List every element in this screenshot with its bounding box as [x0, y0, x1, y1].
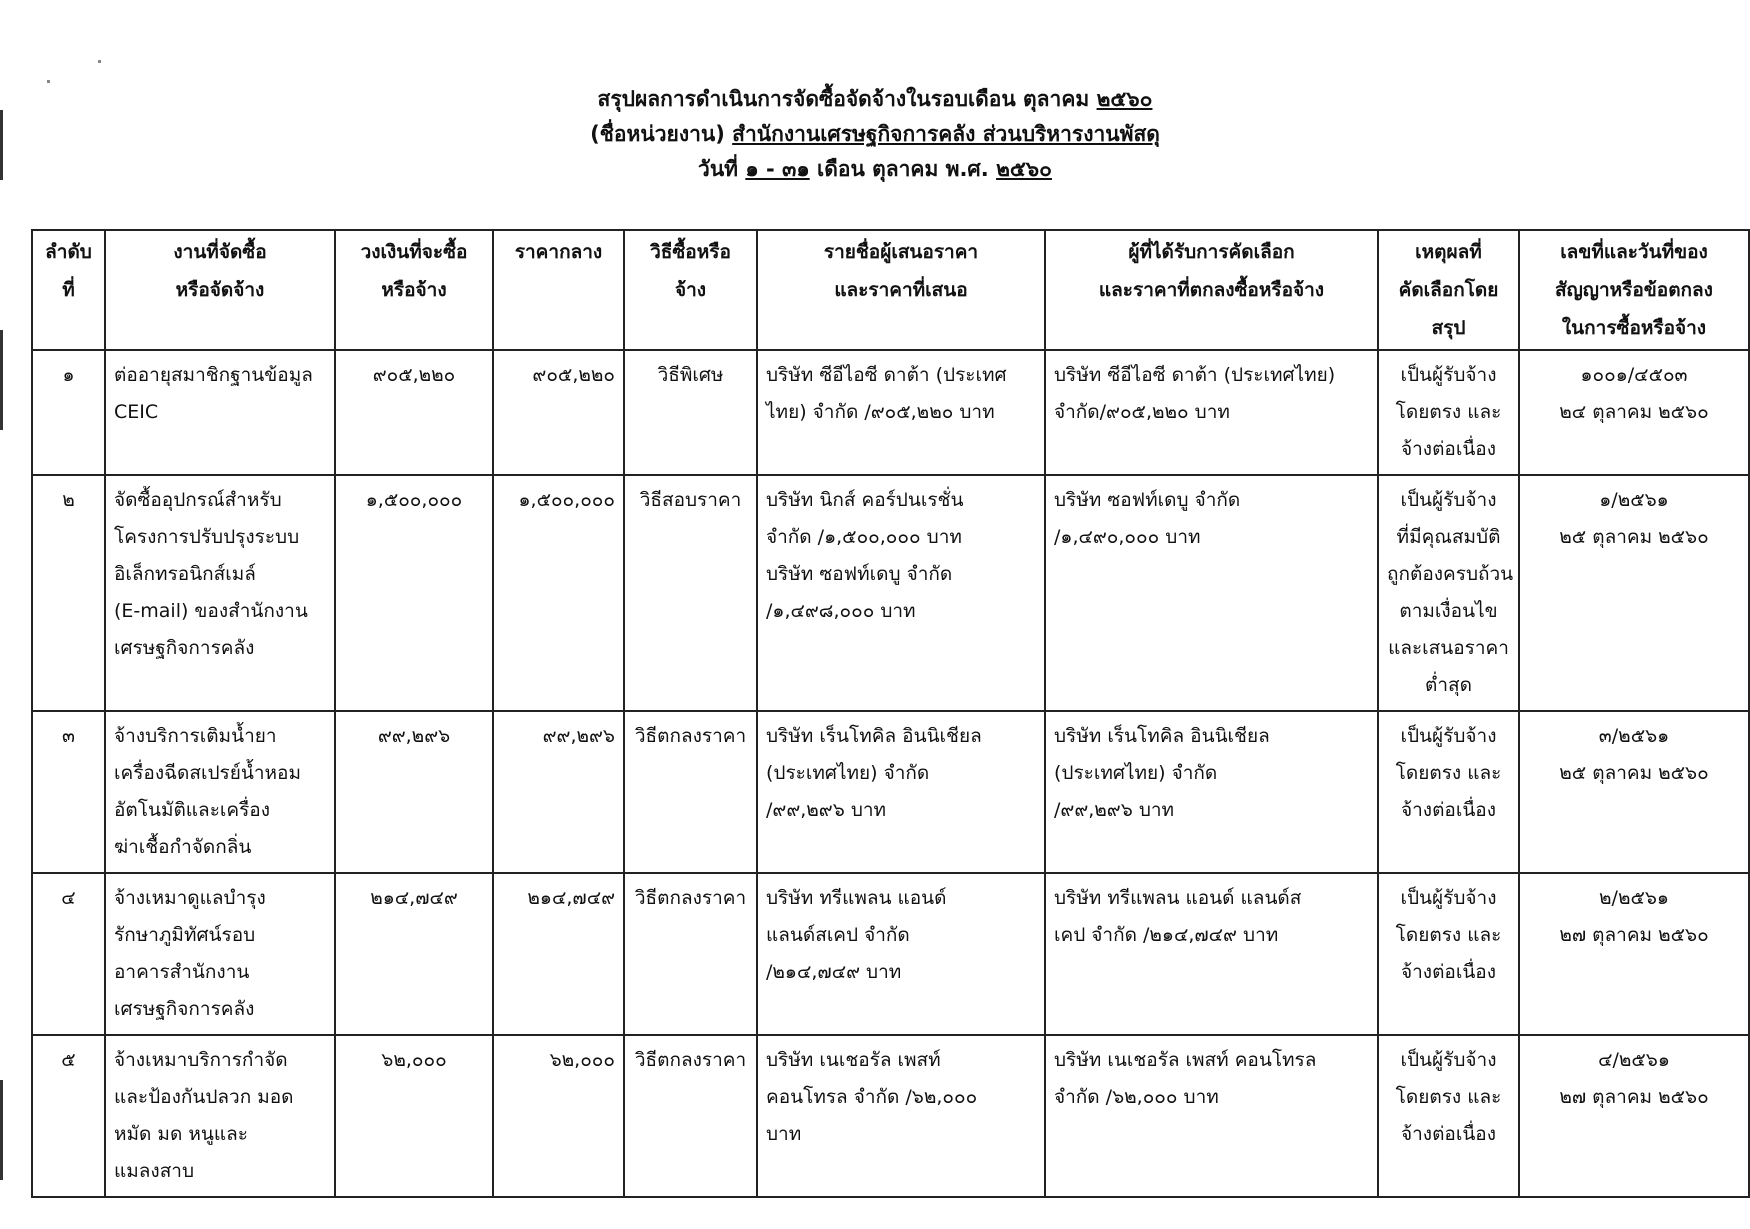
column-header-line: เลขที่และวันที่ของ	[1560, 241, 1708, 263]
contract-reference-line: ๑/๒๕๖๑	[1599, 489, 1669, 511]
selection-reason-line: เป็นผู้รับจ้าง	[1400, 725, 1497, 747]
item-description	[105, 873, 335, 1035]
contract-reference-line: ๒/๒๕๖๑	[1599, 887, 1669, 909]
bidders-list-line: บริษัท เนเชอรัล เพสท์	[766, 1049, 941, 1071]
contract-reference-line: ๓/๒๕๖๑	[1598, 725, 1670, 747]
bidders-list-line: แลนด์สเคป จำกัด	[766, 924, 910, 946]
scan-edge-mark	[0, 330, 3, 430]
selected-vendor-line: จำกัด/๙๐๕,๒๒๐ บาท	[1054, 401, 1230, 423]
budget-amount: ๒๑๔,๗๔๙	[335, 873, 493, 1035]
row-number: ๕	[32, 1035, 105, 1197]
month-label: เดือน ตุลาคม พ.ศ.	[817, 157, 989, 181]
contract-reference-line: ๔/๒๕๖๑	[1598, 1049, 1670, 1071]
selection-reason-line: ตามเงื่อนไข	[1399, 600, 1498, 622]
median-price: ๖๒,๐๐๐	[493, 1035, 624, 1197]
column-header-line: ที่	[62, 279, 75, 301]
column-header-line: ลำดับ	[45, 241, 92, 263]
selected-vendor-line: บริษัท ทรีแพลน แอนด์ แลนด์ส	[1054, 887, 1302, 909]
selection-reason-line: ที่มีคุณสมบัติ	[1396, 526, 1501, 548]
date-range: ๑ - ๓๑	[745, 157, 810, 181]
selection-reason-line: ถูกต้องครบถ้วน	[1387, 563, 1514, 585]
item-description-line: จ้างเหมาบริการกำจัด	[114, 1049, 288, 1071]
budget-amount: ๑,๕๐๐,๐๐๐	[335, 475, 493, 711]
row-number: ๑	[32, 350, 105, 475]
bidders-list-line: บาท	[766, 1123, 802, 1145]
bidders-list-line: บริษัท เร็นโทคิล อินนิเชียล	[766, 725, 982, 747]
bidders-list	[757, 475, 1045, 711]
item-description-line: ฆ่าเชื้อกำจัดกลิ่น	[114, 836, 252, 858]
contract-reference-line: ๑๐๐๑/๔๕๐๓	[1580, 364, 1688, 386]
budget-amount: ๙๐๕,๒๒๐	[335, 350, 493, 475]
selection-reason	[1378, 873, 1519, 1035]
column-header-line: และราคาที่ตกลงซื้อหรือจ้าง	[1098, 279, 1325, 301]
column-header	[1045, 230, 1378, 350]
selection-reason-line: เป็นผู้รับจ้าง	[1400, 364, 1497, 386]
table-row	[32, 475, 1749, 711]
bidders-list	[757, 350, 1045, 475]
scan-speck	[98, 60, 101, 63]
selection-reason	[1378, 350, 1519, 475]
item-description-line: เศรษฐกิจการคลัง	[114, 637, 255, 659]
selection-reason-line: จ้างต่อเนื่อง	[1401, 438, 1496, 460]
selection-reason-line: และเสนอราคา	[1388, 637, 1509, 659]
title-line-1-text: สรุปผลการดำเนินการจัดซื้อจัดจ้างในรอบเดือน ตุลาคม	[597, 87, 1090, 111]
column-header-line: หรือจัดจ้าง	[175, 279, 265, 301]
median-price: ๙๙,๒๙๖	[493, 711, 624, 873]
selected-vendor	[1045, 350, 1378, 475]
item-description-line: อิเล็กทรอนิกส์เมล์	[114, 563, 256, 585]
contract-reference-line: ๒๗ ตุลาคม ๒๕๖๐	[1559, 924, 1709, 946]
column-header-line: เหตุผลที่	[1415, 241, 1482, 263]
item-description-line: อัตโนมัติและเครื่อง	[114, 799, 270, 821]
document-header	[0, 82, 1750, 187]
item-description-line: โครงการปรับปรุงระบบ	[114, 526, 300, 548]
selection-reason-line: โดยตรง และ	[1395, 1086, 1502, 1108]
selected-vendor-line: เคป จำกัด /๒๑๔,๗๔๙ บาท	[1054, 924, 1279, 946]
bidders-list-line: บริษัท ทรีแพลน แอนด์	[766, 887, 947, 909]
item-description-line: แมลงสาบ	[114, 1160, 195, 1182]
item-description-line: (E-mail) ของสำนักงาน	[114, 600, 308, 622]
row-number: ๔	[32, 873, 105, 1035]
title-line-2	[0, 117, 1750, 152]
procurement-method: วิธีพิเศษ	[624, 350, 757, 475]
budget-amount: ๖๒,๐๐๐	[335, 1035, 493, 1197]
selection-reason-line: โดยตรง และ	[1395, 924, 1502, 946]
selection-reason	[1378, 475, 1519, 711]
item-description	[105, 475, 335, 711]
procurement-method: วิธีตกลงราคา	[624, 1035, 757, 1197]
table-row	[32, 873, 1749, 1035]
column-header	[1378, 230, 1519, 350]
selection-reason	[1378, 1035, 1519, 1197]
column-header	[335, 230, 493, 350]
item-description-line: รักษาภูมิทัศน์รอบ	[114, 924, 256, 946]
date-label: วันที่	[698, 157, 739, 181]
bidders-list-line: บริษัท ซีอีไอซี ดาต้า (ประเทศ	[766, 364, 1007, 386]
contract-reference-line: ๒๕ ตุลาคม ๒๕๖๐	[1559, 526, 1709, 548]
item-description-line: จ้างเหมาดูแลบำรุง	[114, 887, 266, 909]
contract-reference-line: ๒๗ ตุลาคม ๒๕๖๐	[1559, 1086, 1709, 1108]
selected-vendor-line: บริษัท เนเชอรัล เพสท์ คอนโทรล	[1054, 1049, 1317, 1071]
title-line-3	[0, 152, 1750, 187]
selected-vendor-line: บริษัท เร็นโทคิล อินนิเชียล	[1054, 725, 1270, 747]
procurement-method: วิธีตกลงราคา	[624, 873, 757, 1035]
column-header-line: คัดเลือกโดย	[1398, 279, 1499, 301]
year: ๒๕๖๐	[996, 157, 1052, 181]
selection-reason-line: เป็นผู้รับจ้าง	[1400, 489, 1497, 511]
table-row	[32, 711, 1749, 873]
agency-name: สำนักงานเศรษฐกิจการคลัง ส่วนบริหารงานพัสดุ	[732, 122, 1160, 146]
column-header	[624, 230, 757, 350]
bidders-list-line: /๒๑๔,๗๔๙ บาท	[766, 961, 902, 983]
selection-reason-line: โดยตรง และ	[1395, 762, 1502, 784]
column-header	[1519, 230, 1749, 350]
selection-reason	[1378, 711, 1519, 873]
bidders-list-line: บริษัท นิกส์ คอร์ปนเรชั่น	[766, 489, 964, 511]
selected-vendor	[1045, 711, 1378, 873]
title-line-1-year: ๒๕๖๐	[1096, 87, 1153, 111]
bidders-list	[757, 873, 1045, 1035]
column-header-line: ผู้ที่ได้รับการคัดเลือก	[1128, 241, 1295, 263]
title-line-1	[0, 82, 1750, 117]
contract-reference	[1519, 873, 1749, 1035]
selected-vendor-line: จำกัด /๖๒,๐๐๐ บาท	[1054, 1086, 1219, 1108]
bidders-list-line: /๑,๔๙๘,๐๐๐ บาท	[766, 600, 916, 622]
selected-vendor-line: (ประเทศไทย) จำกัด	[1054, 762, 1218, 784]
item-description-line: และป้องกันปลวก มอด	[114, 1086, 294, 1108]
column-header-line: วิธีซื้อหรือ	[650, 241, 731, 263]
selected-vendor	[1045, 475, 1378, 711]
item-description	[105, 350, 335, 475]
item-description-line: หมัด มด หนูและ	[114, 1123, 248, 1145]
selection-reason-line: เป็นผู้รับจ้าง	[1400, 887, 1497, 909]
item-description-line: อาคารสำนักงาน	[114, 961, 250, 983]
contract-reference-line: ๒๕ ตุลาคม ๒๕๖๐	[1559, 762, 1709, 784]
item-description-line: จ้างบริการเติมน้ำยา	[114, 725, 277, 747]
selection-reason-line: จ้างต่อเนื่อง	[1401, 799, 1496, 821]
column-header-line: ในการซื้อหรือจ้าง	[1561, 317, 1707, 339]
column-header-line: หรือจ้าง	[381, 279, 447, 301]
selected-vendor-line: /๑,๔๙๐,๐๐๐ บาท	[1054, 526, 1201, 548]
procurement-table	[31, 229, 1750, 1198]
bidders-list-line: ไทย) จำกัด /๙๐๕,๒๒๐ บาท	[766, 401, 995, 423]
column-header-line: ราคากลาง	[514, 241, 603, 263]
bidders-list-line: บริษัท ซอฟท์เดบู จำกัด	[766, 563, 953, 585]
bidders-list-line: คอนโทรล จำกัด /๖๒,๐๐๐	[766, 1086, 978, 1108]
column-header	[493, 230, 624, 350]
budget-amount: ๙๙,๒๙๖	[335, 711, 493, 873]
selection-reason-line: เป็นผู้รับจ้าง	[1400, 1049, 1497, 1071]
column-header-line: รายชื่อผู้เสนอราคา	[823, 241, 979, 263]
contract-reference	[1519, 350, 1749, 475]
bidders-list	[757, 711, 1045, 873]
column-header-line: วงเงินที่จะซื้อ	[360, 241, 468, 263]
median-price: ๑,๕๐๐,๐๐๐	[493, 475, 624, 711]
procurement-method: วิธีตกลงราคา	[624, 711, 757, 873]
contract-reference	[1519, 711, 1749, 873]
bidders-list-line: (ประเทศไทย) จำกัด	[766, 762, 930, 784]
item-description-line: ต่ออายุสมาชิกฐานข้อมูล	[114, 364, 313, 386]
selected-vendor	[1045, 1035, 1378, 1197]
bidders-list-line: จำกัด /๑,๕๐๐,๐๐๐ บาท	[766, 526, 962, 548]
column-header	[757, 230, 1045, 350]
table-row	[32, 350, 1749, 475]
contract-reference	[1519, 475, 1749, 711]
column-header	[32, 230, 105, 350]
column-header-line: สรุป	[1431, 317, 1466, 339]
title-line-2-label: (ชื่อหน่วยงาน)	[590, 122, 725, 146]
scan-edge-mark	[0, 1080, 3, 1180]
column-header-line: และราคาที่เสนอ	[834, 279, 968, 301]
selected-vendor-line: บริษัท ซอฟท์เดบู จำกัด	[1054, 489, 1241, 511]
item-description-line: CEIC	[114, 401, 159, 423]
item-description	[105, 1035, 335, 1197]
item-description-line: เศรษฐกิจการคลัง	[114, 998, 255, 1020]
selection-reason-line: โดยตรง และ	[1395, 401, 1502, 423]
column-header	[105, 230, 335, 350]
column-header-line: สัญญาหรือข้อตกลง	[1555, 279, 1713, 301]
median-price: ๙๐๕,๒๒๐	[493, 350, 624, 475]
median-price: ๒๑๔,๗๔๙	[493, 873, 624, 1035]
table-row	[32, 1035, 1749, 1197]
procurement-method: วิธีสอบราคา	[624, 475, 757, 711]
selected-vendor	[1045, 873, 1378, 1035]
selection-reason-line: ต่ำสุด	[1425, 674, 1472, 696]
column-header-line: จ้าง	[674, 279, 707, 301]
bidders-list	[757, 1035, 1045, 1197]
selection-reason-line: จ้างต่อเนื่อง	[1401, 1123, 1496, 1145]
row-number: ๒	[32, 475, 105, 711]
item-description	[105, 711, 335, 873]
row-number: ๓	[32, 711, 105, 873]
selected-vendor-line: /๙๙,๒๙๖ บาท	[1054, 799, 1175, 821]
contract-reference-line: ๒๔ ตุลาคม ๒๕๖๐	[1559, 401, 1709, 423]
selection-reason-line: จ้างต่อเนื่อง	[1401, 961, 1496, 983]
column-header-line: งานที่จัดซื้อ	[173, 241, 267, 263]
item-description-line: เครื่องฉีดสเปรย์น้ำหอม	[114, 762, 301, 784]
table-header-row	[32, 230, 1749, 350]
item-description-line: จัดซื้ออุปกรณ์สำหรับ	[114, 489, 282, 511]
contract-reference	[1519, 1035, 1749, 1197]
selected-vendor-line: บริษัท ซีอีไอซี ดาต้า (ประเทศไทย)	[1054, 364, 1336, 386]
bidders-list-line: /๙๙,๒๙๖ บาท	[766, 799, 887, 821]
